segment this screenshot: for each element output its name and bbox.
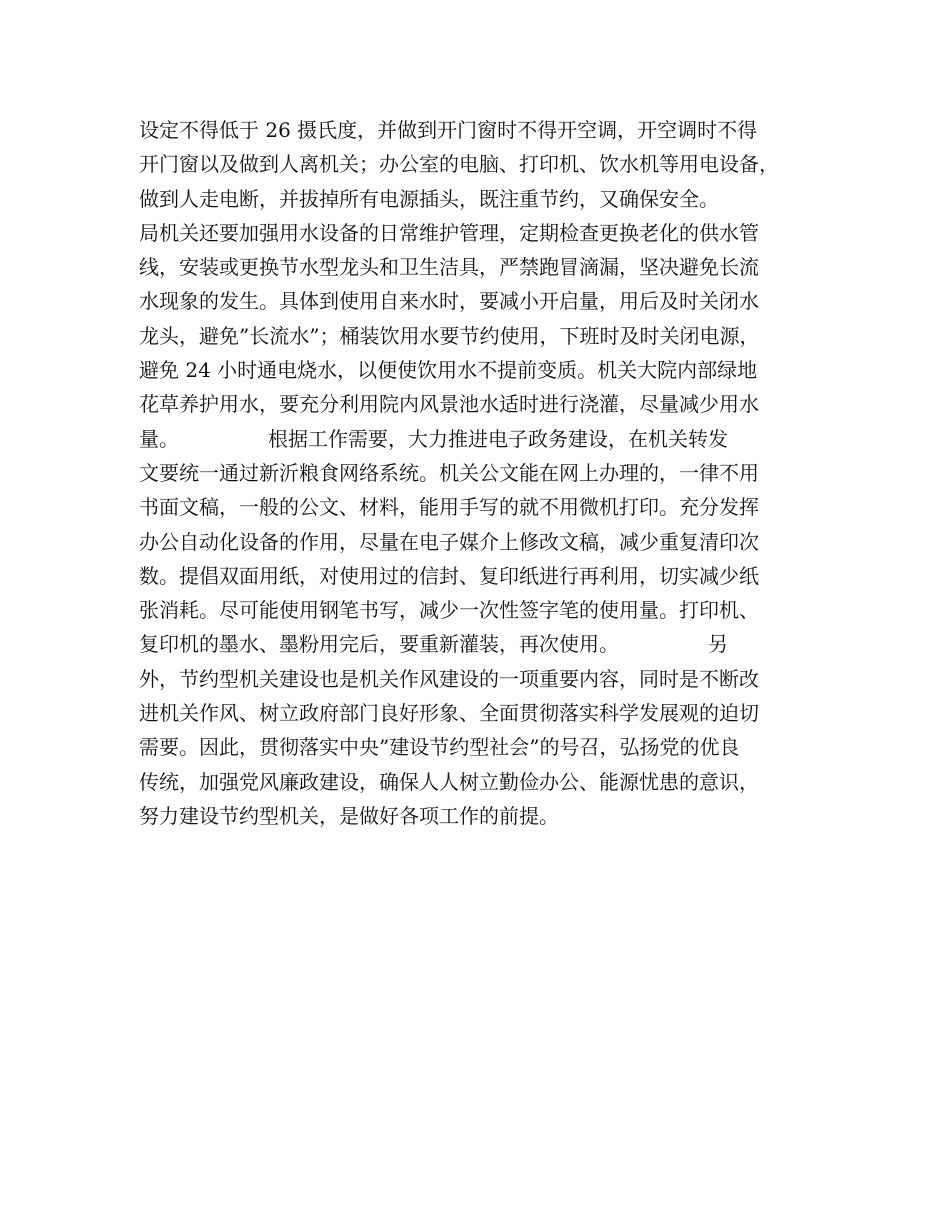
text-line: 需要。因此，贯彻落实中央”建设节约型社会”的号召，弘扬党的优良 <box>139 735 740 760</box>
text-line: 传统，加强党风廉政建设，确保人人树立勤俭办公、能源忧患的意识， <box>139 769 759 794</box>
body-text <box>139 113 839 833</box>
text-line: 线，安装或更换节水型龙头和卫生洁具，严禁跑冒滴漏，坚决避免长流 <box>139 255 759 280</box>
text-line: 数。提倡双面用纸，对使用过的信封、复印纸进行再利用，切实减少纸 <box>139 563 759 588</box>
text-line: 避免 24 小时通电烧水，以便使饮用水不提前变质。机关大院内部绿地 <box>139 358 758 383</box>
text-line: 办公自动化设备的作用，尽量在电子媒介上修改文稿，减少重复清印次 <box>139 529 759 554</box>
text-line: 龙头，避免”长流水”；桶装饮用水要节约使用，下班时及时关闭电源， <box>139 323 760 348</box>
text-line: 开门窗以及做到人离机关；办公室的电脑、打印机、饮水机等用电设备， <box>139 152 779 177</box>
text-line: 张消耗。尽可能使用钢笔书写，减少一次性签字笔的使用量。打印机、 <box>139 598 759 623</box>
text-line: 外，节约型机关建设也是机关作风建设的一项重要内容，同时是不断改 <box>139 666 759 691</box>
text-line: 局机关还要加强用水设备的日常维护管理，定期检查更换老化的供水管 <box>139 220 759 245</box>
text-line: 设定不得低于 26 摄氏度，并做到开门窗时不得开空调，开空调时不得 <box>139 118 758 142</box>
text-line: 复印机的墨水、墨粉用完后，要重新灌装，再次使用。 另 <box>139 632 729 657</box>
text-line: 进机关作风、树立政府部门良好形象、全面贯彻落实科学发展观的迫切 <box>139 701 759 726</box>
text-line: 文要统一通过新沂粮食网络系统。机关公文能在网上办理的，一律不用 <box>139 460 759 485</box>
text-line: 量。 根据工作需要，大力推进电子政务建设，在机关转发 <box>139 426 729 451</box>
text-line: 花草养护用水，要充分利用院内风景池水适时进行浇灌，尽量减少用水 <box>139 392 759 417</box>
text-line: 书面文稿，一般的公文、材料，能用手写的就不用微机打印。充分发挥 <box>139 495 759 520</box>
text-line: 水现象的发生。具体到使用自来水时，要减小开启量，用后及时关闭水 <box>139 289 759 314</box>
text-line: 努力建设节约型机关，是做好各项工作的前提。 <box>139 803 559 828</box>
text-line: 做到人走电断，并拔掉所有电源插头，既注重节约，又确保安全。 <box>139 186 719 211</box>
